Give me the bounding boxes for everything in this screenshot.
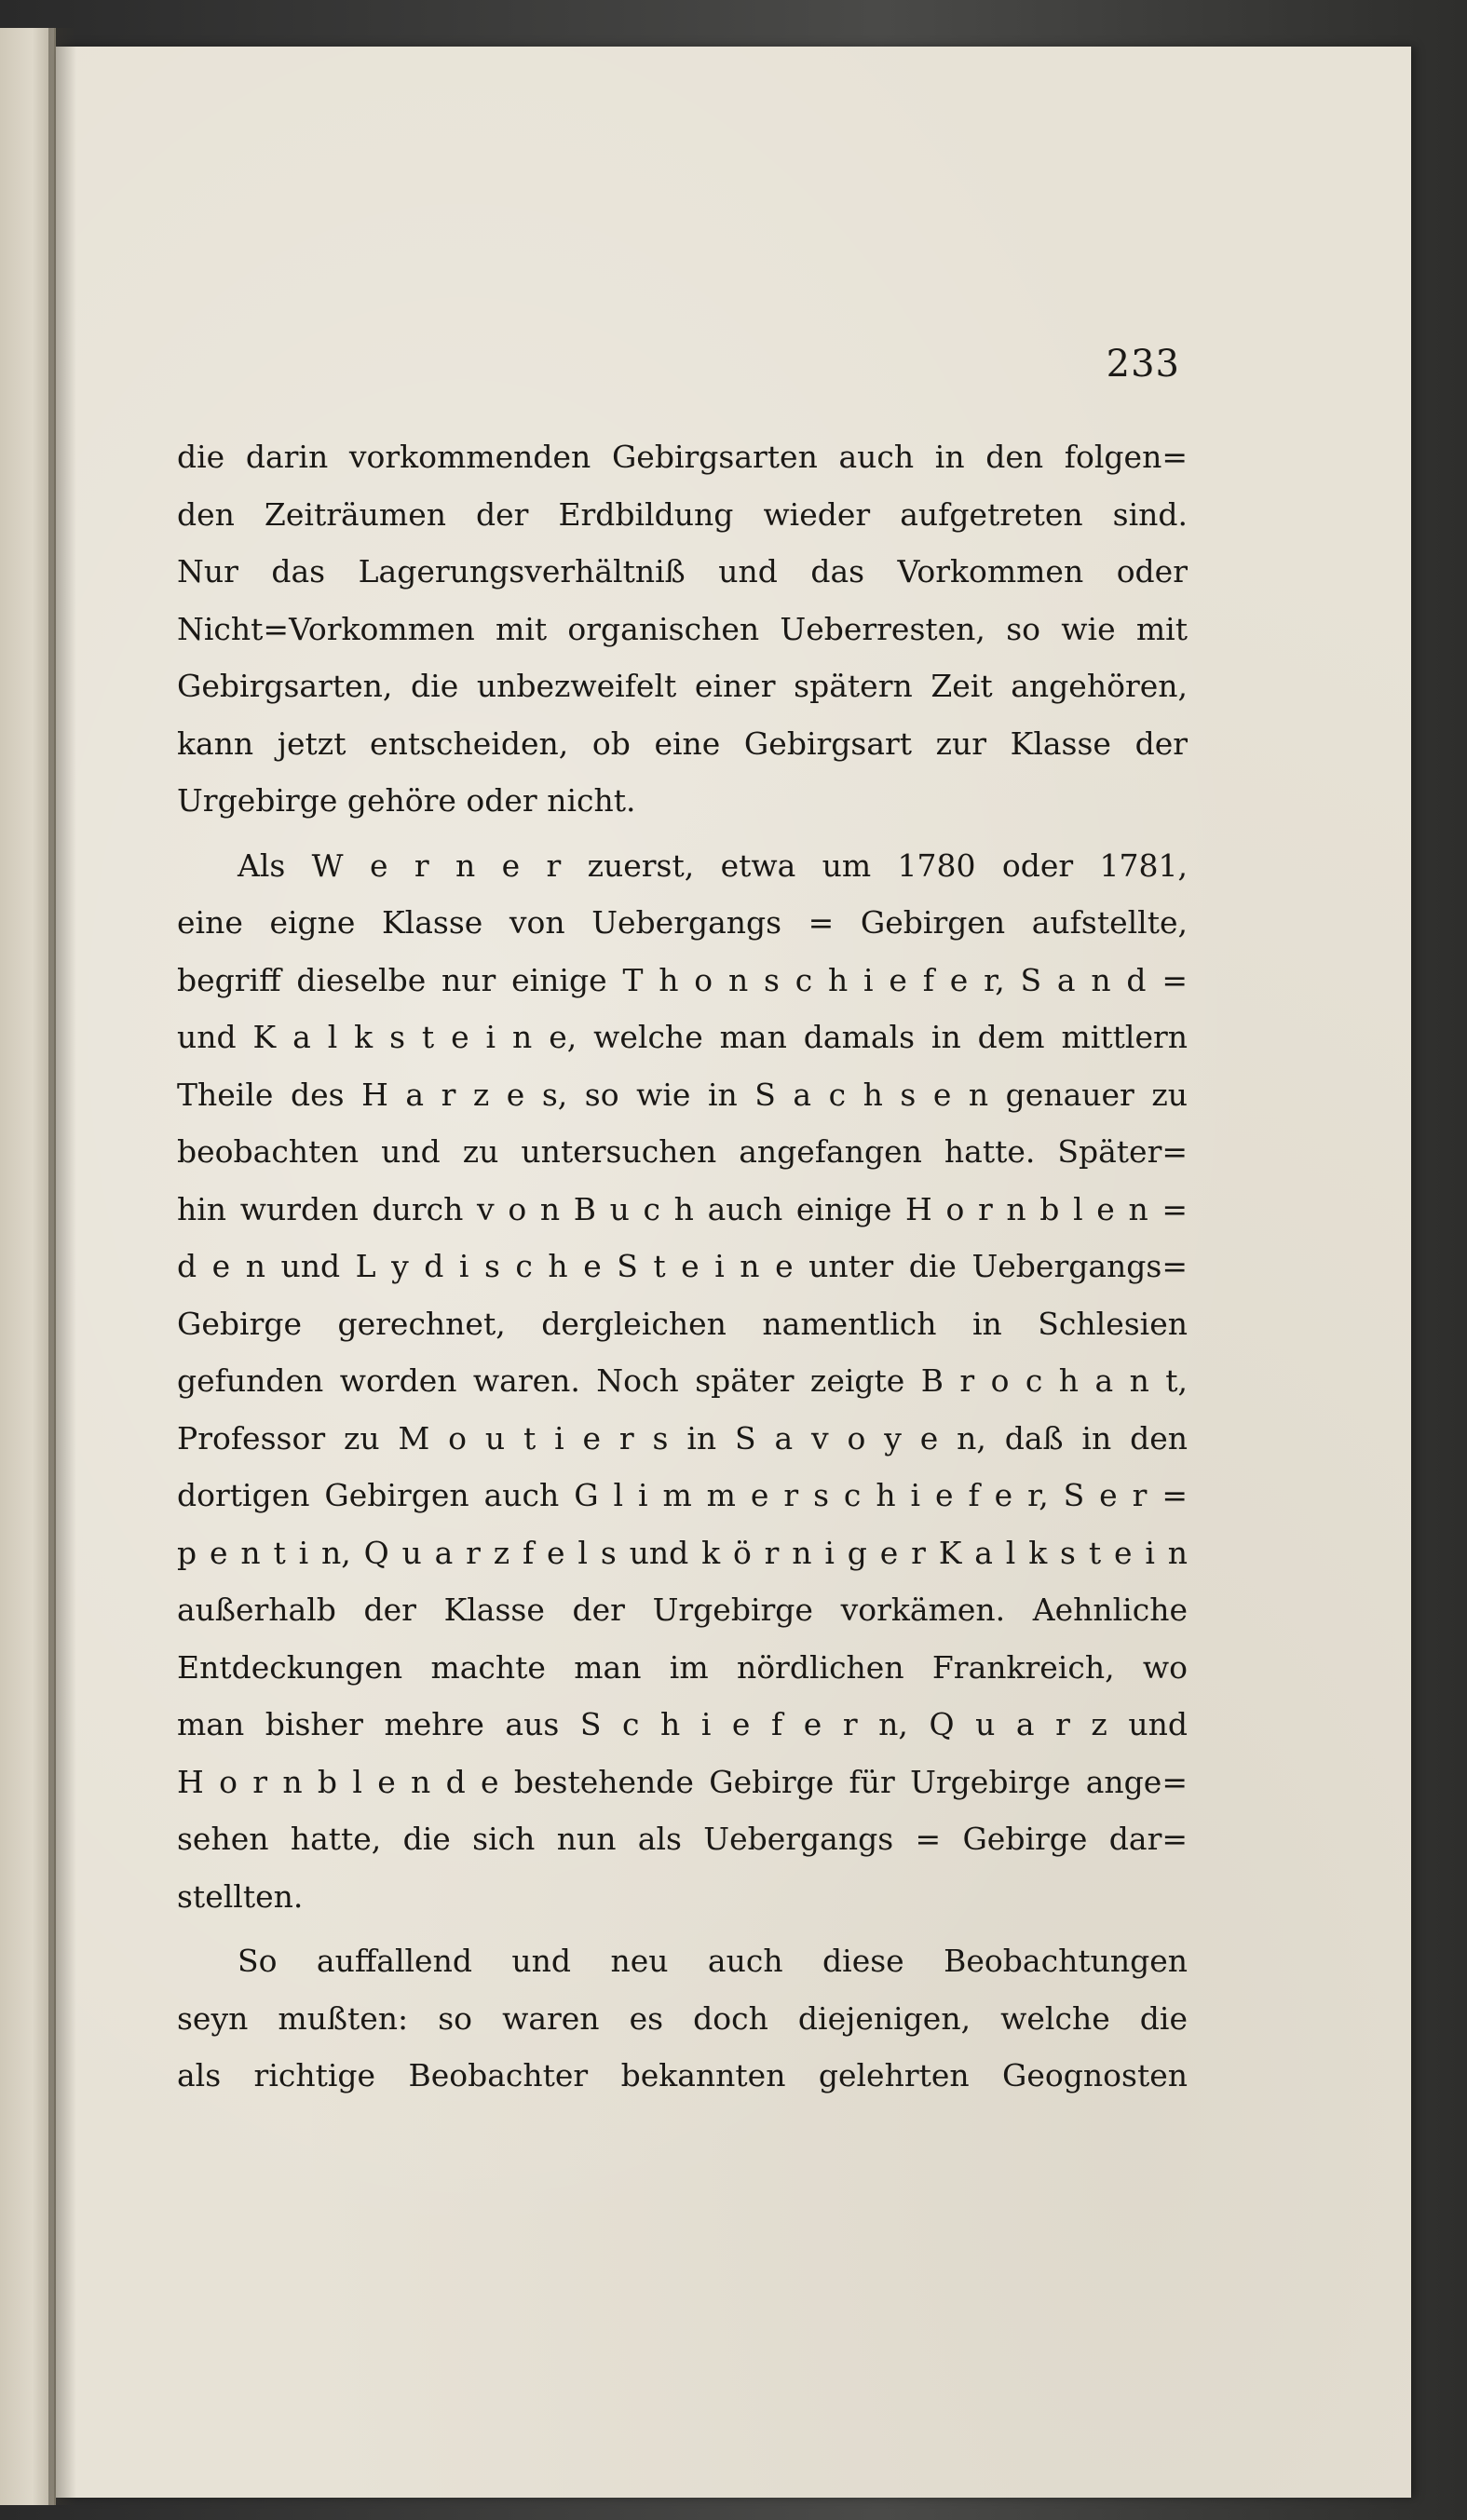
previous-page-edge [0, 28, 56, 2505]
text-line: Entdeckungen machte man im nördlichen Frankreich, wo [177, 1648, 1188, 1686]
text-line: man bisher mehre aus S c h i e f e r n, Q u a r z und [177, 1706, 1188, 1742]
text-line: stellten. [177, 1877, 304, 1915]
text-line: seyn mußten: so waren es doch diejenigen, welche die [177, 1999, 1188, 2037]
text-line: Nur das Lagerungsverhältniß und das Vorkommen oder [177, 553, 1188, 589]
text-line: Urgebirge gehöre oder nicht. [177, 782, 636, 819]
text-line: H o r n b l e n d e bestehende Gebirge für Urgebirge ange= [177, 1763, 1188, 1800]
page-number: 233 [1106, 343, 1180, 386]
text-line: die darin vorkommenden Gebirgsarten auch in den folgen= [177, 439, 1188, 475]
text-line: Als W e r n e r zuerst, etwa um 1780 oder 1781, [238, 847, 1188, 884]
text-line: Gebirge gerechnet, dergleichen namentlich in Schlesien [177, 1305, 1188, 1342]
text-line: Gebirgsarten, die unbezweifelt einer spätern Zeit angehören, [177, 668, 1188, 704]
text-line: außerhalb der Klasse der Urgebirge vorkämen. Aehnliche [177, 1592, 1188, 1628]
text-line: den Zeiträumen der Erdbildung wieder aufgetreten sind. [177, 495, 1188, 533]
text-line: als richtige Beobachter bekannten gelehrten Geognosten [177, 2057, 1188, 2093]
text-line: So auffallend und neu auch diese Beobachtungen [238, 1943, 1188, 1979]
text-line: und K a l k s t e i n e, welche man damals in dem mittlern [177, 1019, 1188, 1055]
text-line: Theile des H a r z e s, so wie in S a c h s e n genauer zu [177, 1076, 1188, 1113]
text-line: eine eigne Klasse von Uebergangs = Gebirgen aufstellte, [177, 904, 1188, 941]
text-line: begriff dieselbe nur einige T h o n s c h i e f e r, S a n d = [177, 961, 1188, 998]
paragraph [177, 837, 1188, 1926]
text-line: p e n t i n, Q u a r z f e l s und k ö r n i g e r K a l k s t e i n [177, 1534, 1188, 1571]
paragraph [177, 1932, 1188, 2105]
text-line: Professor zu M o u t i e r s in S a v o y e n, daß in den [177, 1419, 1188, 1456]
paragraph [177, 428, 1188, 830]
book-page [56, 47, 1411, 2498]
text-line: beobachten und zu untersuchen angefangen hatte. Später= [177, 1133, 1188, 1170]
text-line: sehen hatte, die sich nun als Uebergangs = Gebirge dar= [177, 1821, 1188, 1857]
body-text [177, 428, 1188, 2105]
text-line: d e n und L y d i s c h e S t e i n e unter die Uebergangs= [177, 1248, 1188, 1284]
text-line: hin wurden durch v o n B u c h auch einige H o r n b l e n = [177, 1190, 1188, 1227]
text-line: Nicht=Vorkommen mit organischen Ueberresten, so wie mit [177, 610, 1188, 647]
text-line: gefunden worden waren. Noch später zeigte B r o c h a n t, [177, 1362, 1188, 1399]
text-line: dortigen Gebirgen auch G l i m m e r s c h i e f e r, S e r = [177, 1477, 1188, 1513]
binding-shadow [48, 28, 76, 2505]
text-line: kann jetzt entscheiden, ob eine Gebirgsart zur Klasse der [177, 725, 1188, 762]
